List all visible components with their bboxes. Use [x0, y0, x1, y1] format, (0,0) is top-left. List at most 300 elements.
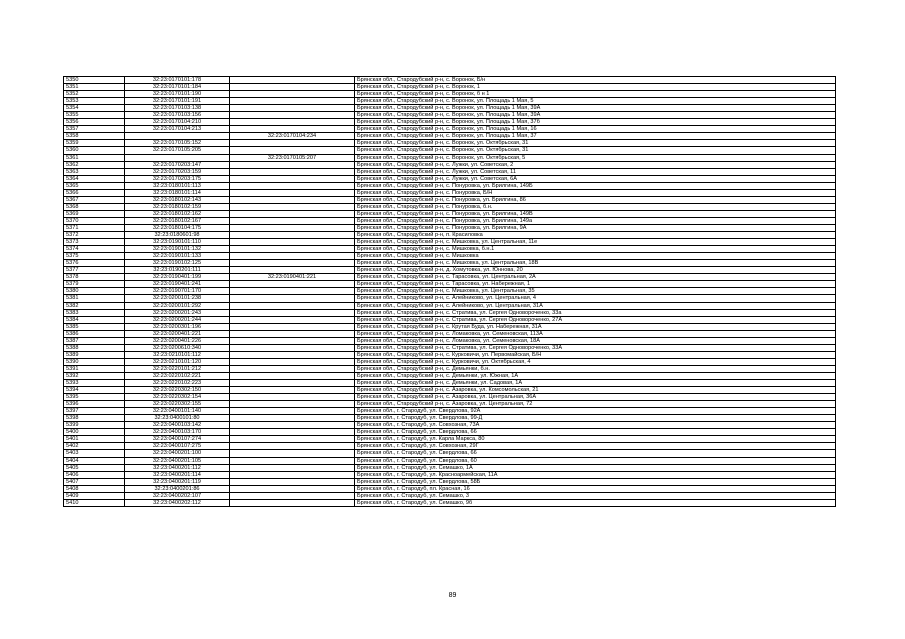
- address-cell: Брянская обл., г. Стародуб, ул. Совхозная, 29Г: [355, 443, 836, 450]
- related-number-cell: [230, 387, 355, 394]
- address-cell: Брянская обл., Стародубский р-н, с. Понуровка, Б/Н: [355, 189, 836, 196]
- related-number-cell: 32:23:0190401:221: [230, 274, 355, 281]
- row-number-cell: 5366: [64, 189, 125, 196]
- row-number-cell: 5356: [64, 119, 125, 126]
- table-row: [64, 422, 836, 429]
- row-number-cell: 5404: [64, 457, 125, 464]
- related-number-cell: [230, 485, 355, 492]
- table-row: [64, 119, 836, 126]
- row-number-cell: 5380: [64, 288, 125, 295]
- address-cell: Брянская обл., Стародубский р-н, с. Понуровка, б.н.: [355, 203, 836, 210]
- row-number-cell: 5378: [64, 274, 125, 281]
- row-number-cell: 5399: [64, 422, 125, 429]
- table-row: [64, 98, 836, 105]
- table-row: [64, 274, 836, 281]
- cadastral-number-cell: 32:23:0400202:107: [125, 492, 230, 499]
- address-cell: Брянская обл., Стародубский р-н, с. Азаровка, ул. Комсомольская, 21: [355, 387, 836, 394]
- related-number-cell: [230, 175, 355, 182]
- cadastral-number-cell: 32:23:0210101:112: [125, 351, 230, 358]
- row-number-cell: 5375: [64, 253, 125, 260]
- related-number-cell: [230, 464, 355, 471]
- row-number-cell: 5350: [64, 77, 125, 84]
- table-row: [64, 316, 836, 323]
- related-number-cell: [230, 295, 355, 302]
- address-cell: Брянская обл., Стародубский р-н, с. Понуровка, ул. Брилгина, 149а: [355, 217, 836, 224]
- address-cell: Брянская обл., г. Стародуб, ул. Карла Маркса, 80: [355, 436, 836, 443]
- address-cell: Брянская обл., г. Стародуб, ул. Свердлова, 60: [355, 457, 836, 464]
- related-number-cell: [230, 182, 355, 189]
- address-cell: Брянская обл., Стародубский р-н, с. Алейниково, ул. Центральная, 31А: [355, 302, 836, 309]
- row-number-cell: 5407: [64, 478, 125, 485]
- row-number-cell: 5409: [64, 492, 125, 499]
- cadastral-number-cell: 32:23:0220302:150: [125, 387, 230, 394]
- table-row: [64, 182, 836, 189]
- table-row: [64, 105, 836, 112]
- address-cell: Брянская обл., г. Стародуб, ул. Совхозная, 73А: [355, 422, 836, 429]
- cadastral-number-cell: 32:23:0170101:184: [125, 84, 230, 91]
- table-row: [64, 429, 836, 436]
- row-number-cell: 5393: [64, 380, 125, 387]
- row-number-cell: 5362: [64, 161, 125, 168]
- row-number-cell: 5403: [64, 450, 125, 457]
- row-number-cell: 5369: [64, 210, 125, 217]
- row-number-cell: 5374: [64, 246, 125, 253]
- table-row: [64, 239, 836, 246]
- table-row: [64, 196, 836, 203]
- cadastral-number-cell: 32:23:0400107:274: [125, 436, 230, 443]
- related-number-cell: [230, 478, 355, 485]
- address-cell: Брянская обл., г. Стародуб, пл. Красная, 16: [355, 485, 836, 492]
- address-cell: Брянская обл., Стародубский р-н, с. Мишковка, ул. Центральная, 35: [355, 288, 836, 295]
- row-number-cell: 5392: [64, 372, 125, 379]
- table-row: [64, 161, 836, 168]
- row-number-cell: 5357: [64, 126, 125, 133]
- cadastral-number-cell: 32:23:0180102:167: [125, 217, 230, 224]
- row-number-cell: 5381: [64, 295, 125, 302]
- row-number-cell: 5355: [64, 112, 125, 119]
- address-cell: Брянская обл., Стародубский р-н, с. Курковичи, ул. Первомайская, Б/Н: [355, 351, 836, 358]
- cadastral-number-cell: 32:23:0400103:170: [125, 429, 230, 436]
- related-number-cell: [230, 365, 355, 372]
- table-row: [64, 394, 836, 401]
- address-cell: Брянская обл., Стародубский р-н, с. Воронок, ул. Площадь 1 Мая, 39А: [355, 105, 836, 112]
- related-number-cell: [230, 203, 355, 210]
- cadastral-number-cell: 32:23:0190201:111: [125, 267, 230, 274]
- address-cell: Брянская обл., Стародубский р-н, с. Воронок, ул. Площадь 1 Мая, 37б: [355, 119, 836, 126]
- row-number-cell: 5358: [64, 133, 125, 140]
- related-number-cell: [230, 358, 355, 365]
- address-cell: Брянская обл., г. Стародуб, ул. Семашко, 3: [355, 492, 836, 499]
- address-cell: Брянская обл., Стародубский р-н, с. Алейниково, ул. Центральная, 4: [355, 295, 836, 302]
- address-cell: Брянская обл., Стародубский р-н, с. Воронок, ул. Площадь 1 Мая, 16: [355, 126, 836, 133]
- cadastral-number-cell: 32:23:0220302:154: [125, 394, 230, 401]
- cadastral-number-cell: 32:23:0200201:244: [125, 316, 230, 323]
- address-cell: Брянская обл., Стародубский р-н, с. Понуровка, ул. Брилгина, 149Б: [355, 182, 836, 189]
- row-number-cell: 5354: [64, 105, 125, 112]
- related-number-cell: [230, 77, 355, 84]
- row-number-cell: 5389: [64, 351, 125, 358]
- cadastral-number-cell: 32:23:0400202:112: [125, 499, 230, 506]
- cadastral-number-cell: 32:23:0170203:175: [125, 175, 230, 182]
- cadastral-number-cell: 32:23:0170105:205: [125, 147, 230, 154]
- cadastral-number-cell: 32:23:0400101:80: [125, 415, 230, 422]
- cadastral-number-cell: 32:23:0400201:119: [125, 478, 230, 485]
- related-number-cell: [230, 309, 355, 316]
- address-cell: Брянская обл., Стародубский р-н, с. Демьянки, б.н.: [355, 365, 836, 372]
- address-cell: Брянская обл., Стародубский р-н, с. Тарасовка, ул. Набережная, 1: [355, 281, 836, 288]
- cadastral-number-cell: 32:23:0170203:159: [125, 168, 230, 175]
- related-number-cell: [230, 436, 355, 443]
- table-row: [64, 140, 836, 147]
- cadastral-number-cell: 32:23:0200301:196: [125, 323, 230, 330]
- address-cell: Брянская обл., Стародубский р-н, с. Ломаковка, ул. Семеновская, 18А: [355, 337, 836, 344]
- row-number-cell: 5383: [64, 309, 125, 316]
- related-number-cell: [230, 246, 355, 253]
- table-row: [64, 260, 836, 267]
- table-row: [64, 492, 836, 499]
- cadastral-number-cell: 32:23:0400201:100: [125, 450, 230, 457]
- related-number-cell: 32:23:0170105:207: [230, 154, 355, 161]
- table-row: [64, 485, 836, 492]
- address-cell: Брянская обл., Стародубский р-н, с. Стратива, ул. Сергея Одновороченко, 27А: [355, 316, 836, 323]
- row-number-cell: 5370: [64, 217, 125, 224]
- related-number-cell: [230, 401, 355, 408]
- related-number-cell: [230, 372, 355, 379]
- related-number-cell: [230, 337, 355, 344]
- cadastral-number-cell: 32:23:0220101:212: [125, 365, 230, 372]
- address-cell: Брянская обл., Стародубский р-н, с. Воронок, ул. Октябрьская, 5: [355, 154, 836, 161]
- address-cell: Брянская обл., Стародубский р-н, с. Воронок, ул. Площадь 1 Мая, 39А: [355, 112, 836, 119]
- table-row: [64, 443, 836, 450]
- address-cell: Брянская обл., Стародубский р-н, с. Мишковка, ул. Центральная, 18В: [355, 260, 836, 267]
- address-cell: Брянская обл., Стародубский р-н, с. Понуровка, ул. Брилгина, 86: [355, 196, 836, 203]
- table-row: [64, 84, 836, 91]
- table-row: [64, 471, 836, 478]
- address-cell: Брянская обл., Стародубский р-н, с. Воронок, ул. Площадь 1 Мая, 5: [355, 98, 836, 105]
- related-number-cell: [230, 161, 355, 168]
- related-number-cell: [230, 112, 355, 119]
- row-number-cell: 5385: [64, 323, 125, 330]
- address-cell: Брянская обл., Стародубский р-н, с. Лужки, ул. Советская, 11: [355, 168, 836, 175]
- address-cell: Брянская обл., Стародубский р-н, с. Мишковка, б.н.1: [355, 246, 836, 253]
- table-row: [64, 344, 836, 351]
- row-number-cell: 5390: [64, 358, 125, 365]
- address-cell: Брянская обл., г. Стародуб, ул. Свердлова, 58Б: [355, 478, 836, 485]
- row-number-cell: 5398: [64, 415, 125, 422]
- related-number-cell: [230, 302, 355, 309]
- row-number-cell: 5361: [64, 154, 125, 161]
- row-number-cell: 5384: [64, 316, 125, 323]
- related-number-cell: [230, 239, 355, 246]
- related-number-cell: [230, 217, 355, 224]
- table-row: [64, 358, 836, 365]
- row-number-cell: 5400: [64, 429, 125, 436]
- cadastral-number-cell: 32:23:0200101:292: [125, 302, 230, 309]
- row-number-cell: 5364: [64, 175, 125, 182]
- table-row: [64, 175, 836, 182]
- row-number-cell: 5396: [64, 401, 125, 408]
- cadastral-number-cell: 32:23:0170203:147: [125, 161, 230, 168]
- related-number-cell: [230, 168, 355, 175]
- table-row: [64, 168, 836, 175]
- row-number-cell: 5397: [64, 408, 125, 415]
- cadastral-number-cell: 32:23:0210101:120: [125, 358, 230, 365]
- cadastral-table: [63, 76, 836, 507]
- related-number-cell: [230, 260, 355, 267]
- address-cell: Брянская обл., г. Стародуб, ул. Красноармейская, 11А: [355, 471, 836, 478]
- cadastral-number-cell: 32:23:0200401:226: [125, 337, 230, 344]
- table-row: [64, 401, 836, 408]
- address-cell: Брянская обл., г. Стародуб, ул. Свердлова, 66: [355, 450, 836, 457]
- cadastral-number-cell: 32:23:0190102:125: [125, 260, 230, 267]
- table-row: [64, 217, 836, 224]
- related-number-cell: [230, 429, 355, 436]
- row-number-cell: 5376: [64, 260, 125, 267]
- address-cell: Брянская обл., Стародубский р-н, с. Демьянки, ул. Садовая, 1А: [355, 380, 836, 387]
- table-row: [64, 77, 836, 84]
- cadastral-number-cell: 32:23:0400201:86: [125, 485, 230, 492]
- row-number-cell: 5367: [64, 196, 125, 203]
- cadastral-number-cell: 32:23:0180102:143: [125, 196, 230, 203]
- address-cell: Брянская обл., Стародубский р-н, с. Стратива, ул. Сергея Одновороченко, 33а: [355, 309, 836, 316]
- row-number-cell: 5368: [64, 203, 125, 210]
- related-number-cell: 32:23:0170104:234: [230, 133, 355, 140]
- related-number-cell: [230, 147, 355, 154]
- address-cell: Брянская обл., Стародубский р-н, с. Крутая Буда, ул. Набережная, 31А: [355, 323, 836, 330]
- table-row: [64, 415, 836, 422]
- row-number-cell: 5371: [64, 224, 125, 231]
- row-number-cell: 5377: [64, 267, 125, 274]
- cadastral-number-cell: 32:23:0180102:159: [125, 203, 230, 210]
- table-row: [64, 450, 836, 457]
- table-row: [64, 203, 836, 210]
- cadastral-number-cell: 32:23:0220102:221: [125, 372, 230, 379]
- related-number-cell: [230, 457, 355, 464]
- cadastral-number-cell: 32:23:0220102:223: [125, 380, 230, 387]
- cadastral-number-cell: 32:23:0400101:140: [125, 408, 230, 415]
- row-number-cell: 5405: [64, 464, 125, 471]
- related-number-cell: [230, 394, 355, 401]
- row-number-cell: 5359: [64, 140, 125, 147]
- related-number-cell: [230, 140, 355, 147]
- address-cell: Брянская обл., г. Стародуб, ул. Семашко, 1А: [355, 464, 836, 471]
- table-row: [64, 351, 836, 358]
- table-row: [64, 133, 836, 140]
- row-number-cell: 5408: [64, 485, 125, 492]
- table-row: [64, 380, 836, 387]
- address-cell: Брянская обл., Стародубский р-н, д. Хомутовка, ул. Юннова, 20: [355, 267, 836, 274]
- cadastral-number-cell: 32:23:0170101:178: [125, 77, 230, 84]
- table-row: [64, 189, 836, 196]
- table-row: [64, 387, 836, 394]
- row-number-cell: 5363: [64, 168, 125, 175]
- cadastral-number-cell: 32:23:0200610:340: [125, 344, 230, 351]
- related-number-cell: [230, 267, 355, 274]
- address-cell: Брянская обл., Стародубский р-н, с. Стратива, ул. Сергея Одновороченко, 33А: [355, 344, 836, 351]
- row-number-cell: 5360: [64, 147, 125, 154]
- address-cell: Брянская обл., Стародубский р-н, с. Лужки, ул. Советская, 2: [355, 161, 836, 168]
- cadastral-number-cell: 32:23:0190401:199: [125, 274, 230, 281]
- related-number-cell: [230, 422, 355, 429]
- row-number-cell: 5372: [64, 232, 125, 239]
- address-cell: Брянская обл., Стародубский р-н, с. Курковичи, ул. Октябрьская, 4: [355, 358, 836, 365]
- table-row: [64, 224, 836, 231]
- address-cell: Брянская обл., Стародубский р-н, п. Красиловка: [355, 232, 836, 239]
- related-number-cell: [230, 210, 355, 217]
- cadastral-number-cell: 32:23:0190701:170: [125, 288, 230, 295]
- related-number-cell: [230, 408, 355, 415]
- table-row: [64, 408, 836, 415]
- address-cell: Брянская обл., Стародубский р-н, с. Азаровка, ул. Центральная, 36А: [355, 394, 836, 401]
- row-number-cell: 5406: [64, 471, 125, 478]
- related-number-cell: [230, 351, 355, 358]
- cadastral-number-cell: 32:23:0220302:155: [125, 401, 230, 408]
- table-row: [64, 281, 836, 288]
- related-number-cell: [230, 91, 355, 98]
- row-number-cell: 5402: [64, 443, 125, 450]
- related-number-cell: [230, 281, 355, 288]
- table-row: [64, 478, 836, 485]
- address-cell: Брянская обл., Стародубский р-н, с. Воронок, ул. Октябрьская, 31: [355, 140, 836, 147]
- table-row: [64, 309, 836, 316]
- related-number-cell: [230, 492, 355, 499]
- table-row: [64, 210, 836, 217]
- address-cell: Брянская обл., Стародубский р-н, с. Понуровка, ул. Брилгина, 149В: [355, 210, 836, 217]
- related-number-cell: [230, 323, 355, 330]
- cadastral-number-cell: 32:23:0400201:105: [125, 457, 230, 464]
- address-cell: Брянская обл., г. Стародуб, ул. Свердлова, 66: [355, 429, 836, 436]
- related-number-cell: [230, 189, 355, 196]
- table-row: [64, 91, 836, 98]
- related-number-cell: [230, 224, 355, 231]
- row-number-cell: 5379: [64, 281, 125, 288]
- table-body: [64, 77, 836, 507]
- address-cell: Брянская обл., Стародубский р-н, с. Воронок, ул. Площадь 1 Мая, 37: [355, 133, 836, 140]
- cadastral-number-cell: [125, 154, 230, 161]
- row-number-cell: 5353: [64, 98, 125, 105]
- table-row: [64, 337, 836, 344]
- cadastral-number-cell: 32:23:0190101:132: [125, 246, 230, 253]
- related-number-cell: [230, 499, 355, 506]
- cadastral-number-cell: 32:23:0170103:138: [125, 105, 230, 112]
- table-row: [64, 253, 836, 260]
- row-number-cell: 5352: [64, 91, 125, 98]
- address-cell: Брянская обл., Стародубский р-н, с. Воронок, Б/н: [355, 77, 836, 84]
- related-number-cell: [230, 288, 355, 295]
- table-row: [64, 302, 836, 309]
- row-number-cell: 5382: [64, 302, 125, 309]
- address-cell: Брянская обл., Стародубский р-н, с. Воронок, ул. Октябрьская, 31: [355, 147, 836, 154]
- table-row: [64, 112, 836, 119]
- row-number-cell: 5365: [64, 182, 125, 189]
- cadastral-number-cell: 32:23:0200101:238: [125, 295, 230, 302]
- row-number-cell: 5394: [64, 387, 125, 394]
- cadastral-number-cell: 32:23:0180102:162: [125, 210, 230, 217]
- table-row: [64, 288, 836, 295]
- cadastral-number-cell: 32:23:0170105:152: [125, 140, 230, 147]
- cadastral-number-cell: 32:23:0190401:241: [125, 281, 230, 288]
- cadastral-number-cell: 32:23:0180101:113: [125, 182, 230, 189]
- table-row: [64, 232, 836, 239]
- address-cell: Брянская обл., Стародубский р-н, с. Лужки, ул. Советская, 6А: [355, 175, 836, 182]
- row-number-cell: 5391: [64, 365, 125, 372]
- cadastral-number-cell: 32:23:0180101:114: [125, 189, 230, 196]
- row-number-cell: 5386: [64, 330, 125, 337]
- address-cell: Брянская обл., г. Стародуб, ул. Семашко, 9б: [355, 499, 836, 506]
- table-row: [64, 499, 836, 506]
- row-number-cell: 5373: [64, 239, 125, 246]
- cadastral-number-cell: 32:23:0170101:191: [125, 98, 230, 105]
- cadastral-number-cell: 32:23:0400201:114: [125, 471, 230, 478]
- related-number-cell: [230, 316, 355, 323]
- cadastral-number-cell: 32:23:0200201:243: [125, 309, 230, 316]
- cadastral-number-cell: 32:23:0170101:190: [125, 91, 230, 98]
- address-cell: Брянская обл., Стародубский р-н, с. Демьянки, ул. Южная, 1А: [355, 372, 836, 379]
- table-row: [64, 365, 836, 372]
- cadastral-number-cell: 32:23:0170104:213: [125, 126, 230, 133]
- related-number-cell: [230, 196, 355, 203]
- related-number-cell: [230, 98, 355, 105]
- table-row: [64, 147, 836, 154]
- cadastral-number-cell: 32:23:0190101:110: [125, 239, 230, 246]
- address-cell: Брянская обл., Стародубский р-н, с. Тарасовка, ул. Центральная, 2А: [355, 274, 836, 281]
- cadastral-number-cell: 32:23:0400103:142: [125, 422, 230, 429]
- cadastral-number-cell: 32:23:0180601:98: [125, 232, 230, 239]
- related-number-cell: [230, 450, 355, 457]
- table-row: [64, 372, 836, 379]
- address-cell: Брянская обл., Стародубский р-н, с. Воронок, б н 1: [355, 91, 836, 98]
- cadastral-number-cell: 32:23:0200401:221: [125, 330, 230, 337]
- row-number-cell: 5351: [64, 84, 125, 91]
- address-cell: Брянская обл., г. Стародуб, ул. Свердлова, 92А: [355, 408, 836, 415]
- table-row: [64, 457, 836, 464]
- address-cell: Брянская обл., Стародубский р-н, с. Понуровка, ул. Брилгина, 9А: [355, 224, 836, 231]
- row-number-cell: 5387: [64, 337, 125, 344]
- table-row: [64, 330, 836, 337]
- address-cell: Брянская обл., Стародубский р-н, с. Воронок, 1: [355, 84, 836, 91]
- table-row: [64, 436, 836, 443]
- page-number: 89: [448, 592, 457, 599]
- cadastral-number-cell: 32:23:0180104:175: [125, 224, 230, 231]
- cadastral-number-cell: 32:23:0400201:112: [125, 464, 230, 471]
- related-number-cell: [230, 443, 355, 450]
- table-row: [64, 246, 836, 253]
- related-number-cell: [230, 84, 355, 91]
- related-number-cell: [230, 253, 355, 260]
- table-row: [64, 154, 836, 161]
- table-row: [64, 295, 836, 302]
- cadastral-number-cell: [125, 133, 230, 140]
- address-cell: Брянская обл., г. Стародуб, ул. Свердлова, 99-Д: [355, 415, 836, 422]
- address-cell: Брянская обл., Стародубский р-н, с. Ломаковка, ул. Семеновская, 113А: [355, 330, 836, 337]
- table-row: [64, 267, 836, 274]
- cadastral-number-cell: 32:23:0170103:156: [125, 112, 230, 119]
- table-row: [64, 323, 836, 330]
- related-number-cell: [230, 344, 355, 351]
- related-number-cell: [230, 471, 355, 478]
- address-cell: Брянская обл., Стародубский р-н, с. Мишковка: [355, 253, 836, 260]
- cadastral-number-cell: 32:23:0190101:133: [125, 253, 230, 260]
- related-number-cell: [230, 105, 355, 112]
- related-number-cell: [230, 330, 355, 337]
- related-number-cell: [230, 119, 355, 126]
- cadastral-number-cell: 32:23:0170104:210: [125, 119, 230, 126]
- row-number-cell: 5388: [64, 344, 125, 351]
- cadastral-number-cell: 32:23:0400107:275: [125, 443, 230, 450]
- related-number-cell: [230, 126, 355, 133]
- address-cell: Брянская обл., Стародубский р-н, с. Мишковка, ул. Центральная, 11е: [355, 239, 836, 246]
- row-number-cell: 5401: [64, 436, 125, 443]
